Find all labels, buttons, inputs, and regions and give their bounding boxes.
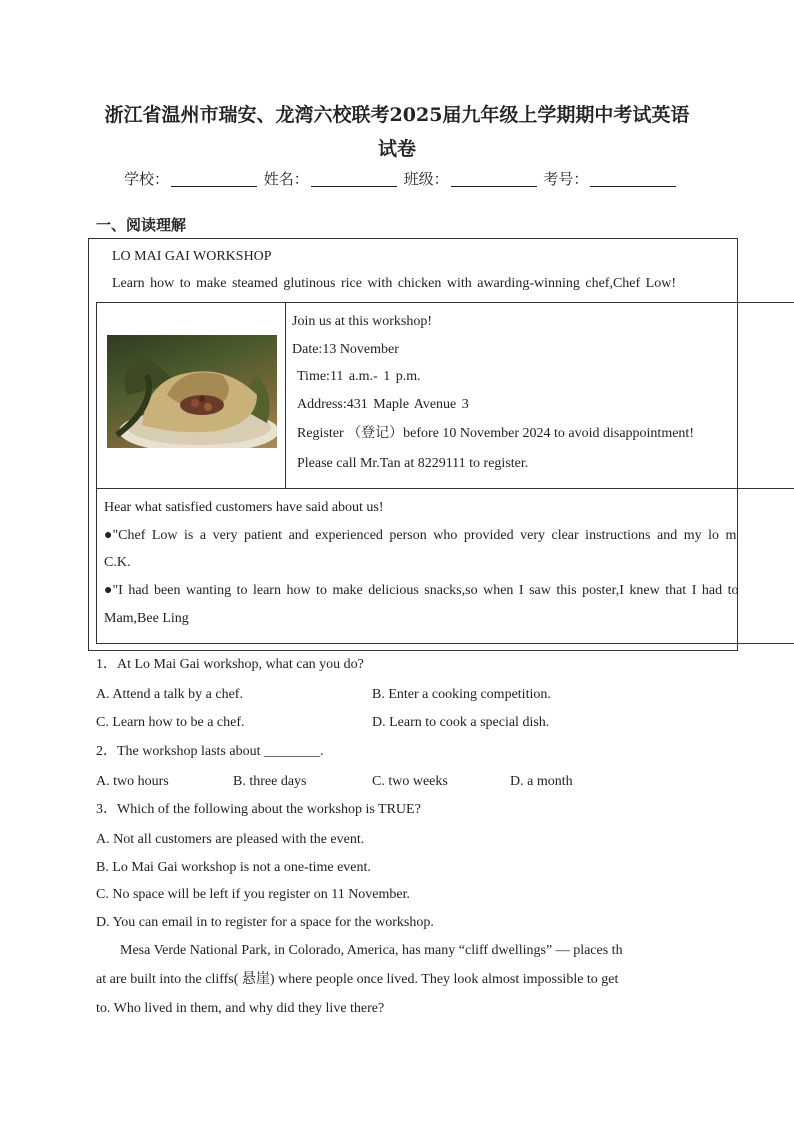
call-text: Please call Mr.Tan at 8229111 to register.	[297, 456, 529, 471]
reviews-heading: Hear what satisfied customers have said about us!	[104, 500, 384, 515]
passage-line-3: to. Who lived in them, and why did they live there?	[96, 1001, 385, 1016]
number-field[interactable]	[590, 186, 676, 187]
class-field[interactable]	[451, 186, 537, 187]
question-2-option-b[interactable]: B. three days	[233, 774, 307, 789]
question-1-option-a[interactable]: A. Attend a talk by a chef.	[96, 687, 243, 702]
school-label: 学校：	[124, 170, 170, 188]
name-label: 姓名：	[263, 170, 309, 188]
question-1-option-d[interactable]: D. Learn to cook a special dish.	[372, 715, 550, 730]
student-info-row	[124, 168, 678, 189]
section-title: 一、阅读理解	[96, 216, 187, 234]
food-illustration	[107, 335, 277, 448]
question-2-option-a[interactable]: A. two hours	[96, 774, 169, 789]
question-2-option-c[interactable]: C. two weeks	[372, 774, 448, 789]
question-3-option-c[interactable]: C. No space will be left if you register on 11 November.	[96, 887, 411, 902]
question-3-option-b[interactable]: B. Lo Mai Gai workshop is not a one-time event.	[96, 860, 371, 875]
passage-line-1: Mesa Verde National Park, in Colorado, America, has many “cliff dwellings” — places th	[120, 943, 623, 958]
review-2-line-1: ●"I had been wanting to learn how to make delicious snacks,so when I saw this poster,I knew that I had to	[104, 583, 739, 598]
review-2-line-2: Mam,Bee Ling	[104, 611, 189, 626]
page-title	[60, 98, 734, 166]
review-1-line-2: C.K.	[104, 555, 131, 570]
question-1-stem: 1．At Lo Mai Gai workshop, what can you do?	[96, 657, 364, 672]
school-field[interactable]	[171, 186, 257, 187]
title-line-1: 浙江省温州市瑞安、龙湾六校联考2025届九年级上学期期中考试英语	[104, 104, 690, 126]
lo-mai-gai-photo	[107, 335, 277, 448]
question-3-option-a[interactable]: A. Not all customers are pleased with the event.	[96, 832, 365, 847]
date-text: Date:13 November	[292, 342, 399, 357]
number-label: 考号：	[543, 170, 589, 188]
name-field[interactable]	[311, 186, 397, 187]
passage-line-2: at are built into the cliffs( 悬崖) where people once lived. They look almost impossible to get	[96, 972, 619, 987]
join-text: Join us at this workshop!	[292, 314, 432, 329]
question-2-stem: 2．The workshop lasts about ________.	[96, 744, 324, 759]
register-text: Register （登记）before 10 November 2024 to avoid disappointment!	[297, 426, 694, 441]
question-3-stem: 3．Which of the following about the workshop is TRUE?	[96, 802, 421, 817]
question-1-option-c[interactable]: C. Learn how to be a chef.	[96, 715, 245, 730]
title-line-2: 试卷	[377, 138, 416, 160]
table-row-divider	[96, 488, 794, 489]
address-text: Address:431 Maple Avenue 3	[297, 397, 469, 412]
poster-subtitle: Learn how to make steamed glutinous rice with chicken with awarding-winning chef,Chef Low!	[112, 276, 677, 291]
question-2-option-d[interactable]: D. a month	[510, 774, 573, 789]
table-column-divider	[285, 302, 286, 489]
question-1-option-b[interactable]: B. Enter a cooking competition.	[372, 687, 551, 702]
class-label: 班级：	[403, 170, 449, 188]
poster-heading: LO MAI GAI WORKSHOP	[112, 249, 272, 264]
time-text: Time:11 a.m.- 1 p.m.	[297, 369, 421, 384]
review-1-line-1: ●"Chef Low is a very patient and experienced person who provided very clear instructions and my lo m	[104, 528, 737, 543]
question-3-option-d[interactable]: D. You can email in to register for a space for the workshop.	[96, 915, 434, 930]
